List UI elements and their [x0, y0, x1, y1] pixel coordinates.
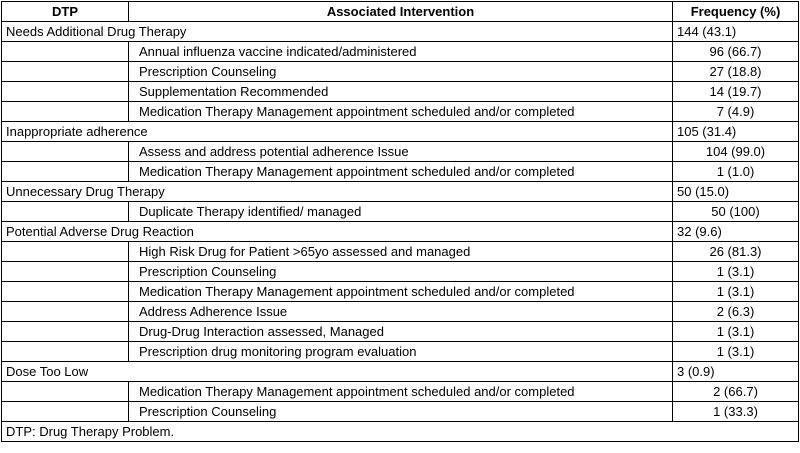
table-body — [2, 22, 799, 442]
intervention-row — [2, 342, 799, 362]
intervention-frequency: 1 (1.0) — [673, 162, 799, 182]
footnote: DTP: Drug Therapy Problem. — [2, 422, 799, 442]
header-intervention: Associated Intervention — [129, 2, 673, 22]
blank-cell — [2, 42, 129, 62]
intervention-text: Medication Therapy Management appointment scheduled and/or completed — [129, 102, 673, 122]
blank-cell — [2, 62, 129, 82]
intervention-text: Medication Therapy Management appointment scheduled and/or completed — [129, 382, 673, 402]
intervention-text: Drug-Drug Interaction assessed, Managed — [129, 322, 673, 342]
category-frequency: 144 (43.1) — [673, 22, 799, 42]
blank-cell — [2, 102, 129, 122]
intervention-frequency: 7 (4.9) — [673, 102, 799, 122]
intervention-frequency: 2 (6.3) — [673, 302, 799, 322]
intervention-text: Medication Therapy Management appointment scheduled and/or completed — [129, 162, 673, 182]
intervention-text: Prescription Counseling — [129, 262, 673, 282]
category-row — [2, 362, 799, 382]
intervention-frequency: 1 (3.1) — [673, 262, 799, 282]
intervention-frequency: 14 (19.7) — [673, 82, 799, 102]
intervention-frequency: 1 (3.1) — [673, 322, 799, 342]
blank-cell — [2, 162, 129, 182]
intervention-text: Supplementation Recommended — [129, 82, 673, 102]
intervention-text: Medication Therapy Management appointment scheduled and/or completed — [129, 282, 673, 302]
intervention-text: Assess and address potential adherence Issue — [129, 142, 673, 162]
intervention-row — [2, 162, 799, 182]
header-row — [2, 2, 799, 22]
intervention-frequency: 50 (100) — [673, 202, 799, 222]
intervention-row — [2, 202, 799, 222]
blank-cell — [2, 342, 129, 362]
category-frequency: 105 (31.4) — [673, 122, 799, 142]
category-row — [2, 122, 799, 142]
blank-cell — [2, 382, 129, 402]
dtp-category: Potential Adverse Drug Reaction — [2, 222, 673, 242]
intervention-frequency: 96 (66.7) — [673, 42, 799, 62]
blank-cell — [2, 302, 129, 322]
intervention-text: Address Adherence Issue — [129, 302, 673, 322]
category-row — [2, 222, 799, 242]
intervention-row — [2, 242, 799, 262]
category-row — [2, 182, 799, 202]
blank-cell — [2, 322, 129, 342]
dtp-category: Dose Too Low — [2, 362, 673, 382]
intervention-row — [2, 102, 799, 122]
dtp-category: Needs Additional Drug Therapy — [2, 22, 673, 42]
intervention-row — [2, 62, 799, 82]
intervention-frequency: 104 (99.0) — [673, 142, 799, 162]
blank-cell — [2, 202, 129, 222]
intervention-text: Annual influenza vaccine indicated/administered — [129, 42, 673, 62]
intervention-text: Prescription Counseling — [129, 402, 673, 422]
header-frequency: Frequency (%) — [673, 2, 799, 22]
intervention-text: Prescription Counseling — [129, 62, 673, 82]
category-frequency: 50 (15.0) — [673, 182, 799, 202]
footnote-row — [2, 422, 799, 442]
intervention-frequency: 1 (3.1) — [673, 282, 799, 302]
intervention-frequency: 1 (33.3) — [673, 402, 799, 422]
dtp-category: Unnecessary Drug Therapy — [2, 182, 673, 202]
intervention-frequency: 1 (3.1) — [673, 342, 799, 362]
blank-cell — [2, 262, 129, 282]
header-dtp: DTP — [2, 2, 129, 22]
intervention-row — [2, 82, 799, 102]
blank-cell — [2, 282, 129, 302]
intervention-row — [2, 322, 799, 342]
blank-cell — [2, 402, 129, 422]
intervention-text: Duplicate Therapy identified/ managed — [129, 202, 673, 222]
category-frequency: 32 (9.6) — [673, 222, 799, 242]
intervention-row — [2, 262, 799, 282]
category-frequency: 3 (0.9) — [673, 362, 799, 382]
intervention-text: Prescription drug monitoring program evaluation — [129, 342, 673, 362]
intervention-frequency: 27 (18.8) — [673, 62, 799, 82]
intervention-frequency: 26 (81.3) — [673, 242, 799, 262]
dtp-table — [1, 1, 799, 442]
blank-cell — [2, 242, 129, 262]
dtp-category: Inappropriate adherence — [2, 122, 673, 142]
intervention-frequency: 2 (66.7) — [673, 382, 799, 402]
category-row — [2, 22, 799, 42]
blank-cell — [2, 142, 129, 162]
blank-cell — [2, 82, 129, 102]
intervention-row — [2, 42, 799, 62]
intervention-row — [2, 382, 799, 402]
intervention-row — [2, 302, 799, 322]
intervention-row — [2, 282, 799, 302]
intervention-text: High Risk Drug for Patient >65yo assessed and managed — [129, 242, 673, 262]
intervention-row — [2, 402, 799, 422]
intervention-row — [2, 142, 799, 162]
